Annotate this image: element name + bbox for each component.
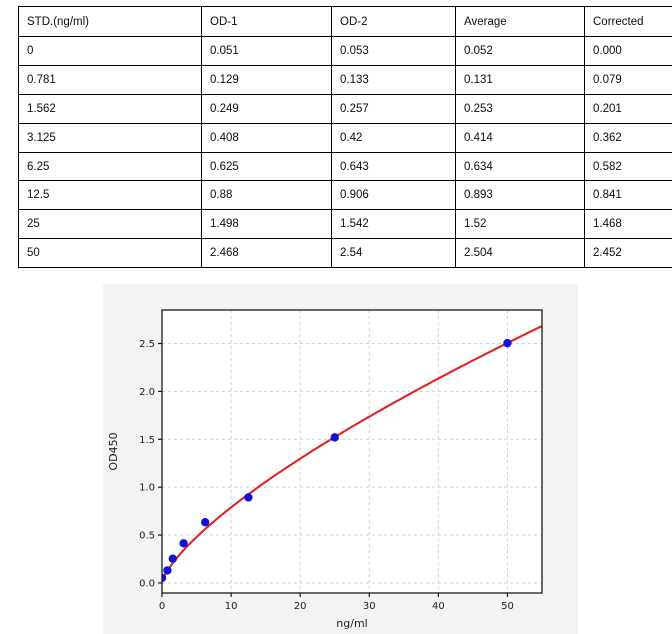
data-point — [331, 433, 339, 441]
cell-average: 0.052 — [456, 37, 585, 66]
table-header-row — [19, 7, 672, 37]
cell-od2: 0.257 — [332, 94, 456, 123]
cell-std: 1.562 — [19, 94, 202, 123]
table-row — [19, 239, 672, 268]
col-header-corrected: Corrected — [585, 7, 672, 37]
data-point — [503, 339, 511, 347]
x-tick-label: 30 — [362, 601, 376, 612]
cell-corrected: 0.201 — [585, 94, 672, 123]
standard-curve-figure — [103, 284, 578, 634]
y-tick-label: 1.5 — [139, 434, 155, 446]
data-point — [201, 518, 209, 526]
cell-average: 0.414 — [456, 123, 585, 152]
data-point — [163, 566, 171, 574]
table-row — [19, 65, 672, 94]
table-row — [19, 37, 672, 66]
cell-corrected: 0.000 — [585, 37, 672, 66]
cell-od2: 0.906 — [332, 181, 456, 210]
data-point — [244, 493, 252, 501]
cell-od2: 0.42 — [332, 123, 456, 152]
cell-std: 0 — [19, 37, 202, 66]
cell-od1: 0.408 — [202, 123, 332, 152]
cell-std: 6.25 — [19, 152, 202, 181]
table-row — [19, 181, 672, 210]
cell-od2: 2.54 — [332, 239, 456, 268]
table-row — [19, 210, 672, 239]
cell-corrected: 0.079 — [585, 65, 672, 94]
cell-od1: 0.625 — [202, 152, 332, 181]
cell-std: 25 — [19, 210, 202, 239]
y-tick-label: 1.0 — [139, 482, 155, 494]
cell-average: 2.504 — [456, 239, 585, 268]
y-tick-label: 0.0 — [139, 578, 155, 590]
col-header-od1: OD-1 — [202, 7, 332, 37]
cell-std: 3.125 — [19, 123, 202, 152]
x-tick-label: 10 — [224, 601, 238, 612]
plot-background — [162, 310, 542, 593]
cell-od2: 0.643 — [332, 152, 456, 181]
x-tick-label: 50 — [501, 601, 514, 612]
y-tick-label: 0.5 — [139, 530, 155, 542]
y-tick-label: 2.0 — [139, 386, 155, 398]
table-row — [19, 123, 672, 152]
cell-std: 12.5 — [19, 181, 202, 210]
data-point — [179, 539, 187, 547]
y-tick-label: 2.5 — [139, 339, 155, 351]
cell-od2: 1.542 — [332, 210, 456, 239]
cell-od1: 0.129 — [202, 65, 332, 94]
cell-od1: 1.498 — [202, 210, 332, 239]
x-tick-label: 40 — [431, 601, 445, 612]
table-row — [19, 152, 672, 181]
cell-od1: 0.249 — [202, 94, 332, 123]
cell-average: 0.893 — [456, 181, 585, 210]
x-tick-label: 20 — [293, 601, 307, 612]
x-axis-label: ng/ml — [336, 617, 368, 630]
cell-corrected: 1.468 — [585, 210, 672, 239]
cell-od1: 0.88 — [202, 181, 332, 210]
cell-average: 0.634 — [456, 152, 585, 181]
cell-od2: 0.053 — [332, 37, 456, 66]
standards-table — [18, 6, 672, 268]
cell-corrected: 0.582 — [585, 152, 672, 181]
col-header-od2: OD-2 — [332, 7, 456, 37]
cell-corrected: 0.841 — [585, 181, 672, 210]
cell-average: 0.131 — [456, 65, 585, 94]
y-axis-label: OD450 — [107, 432, 120, 471]
data-point — [169, 555, 177, 563]
cell-std: 0.781 — [19, 65, 202, 94]
cell-std: 50 — [19, 239, 202, 268]
col-header-std: STD.(ng/ml) — [19, 7, 202, 37]
cell-od1: 0.051 — [202, 37, 332, 66]
cell-od1: 2.468 — [202, 239, 332, 268]
col-header-average: Average — [456, 7, 585, 37]
table-row — [19, 94, 672, 123]
cell-average: 1.52 — [456, 210, 585, 239]
cell-corrected: 2.452 — [585, 239, 672, 268]
cell-average: 0.253 — [456, 94, 585, 123]
standard-curve-chart — [103, 284, 578, 634]
cell-od2: 0.133 — [332, 65, 456, 94]
cell-corrected: 0.362 — [585, 123, 672, 152]
x-tick-label: 0 — [158, 601, 166, 612]
